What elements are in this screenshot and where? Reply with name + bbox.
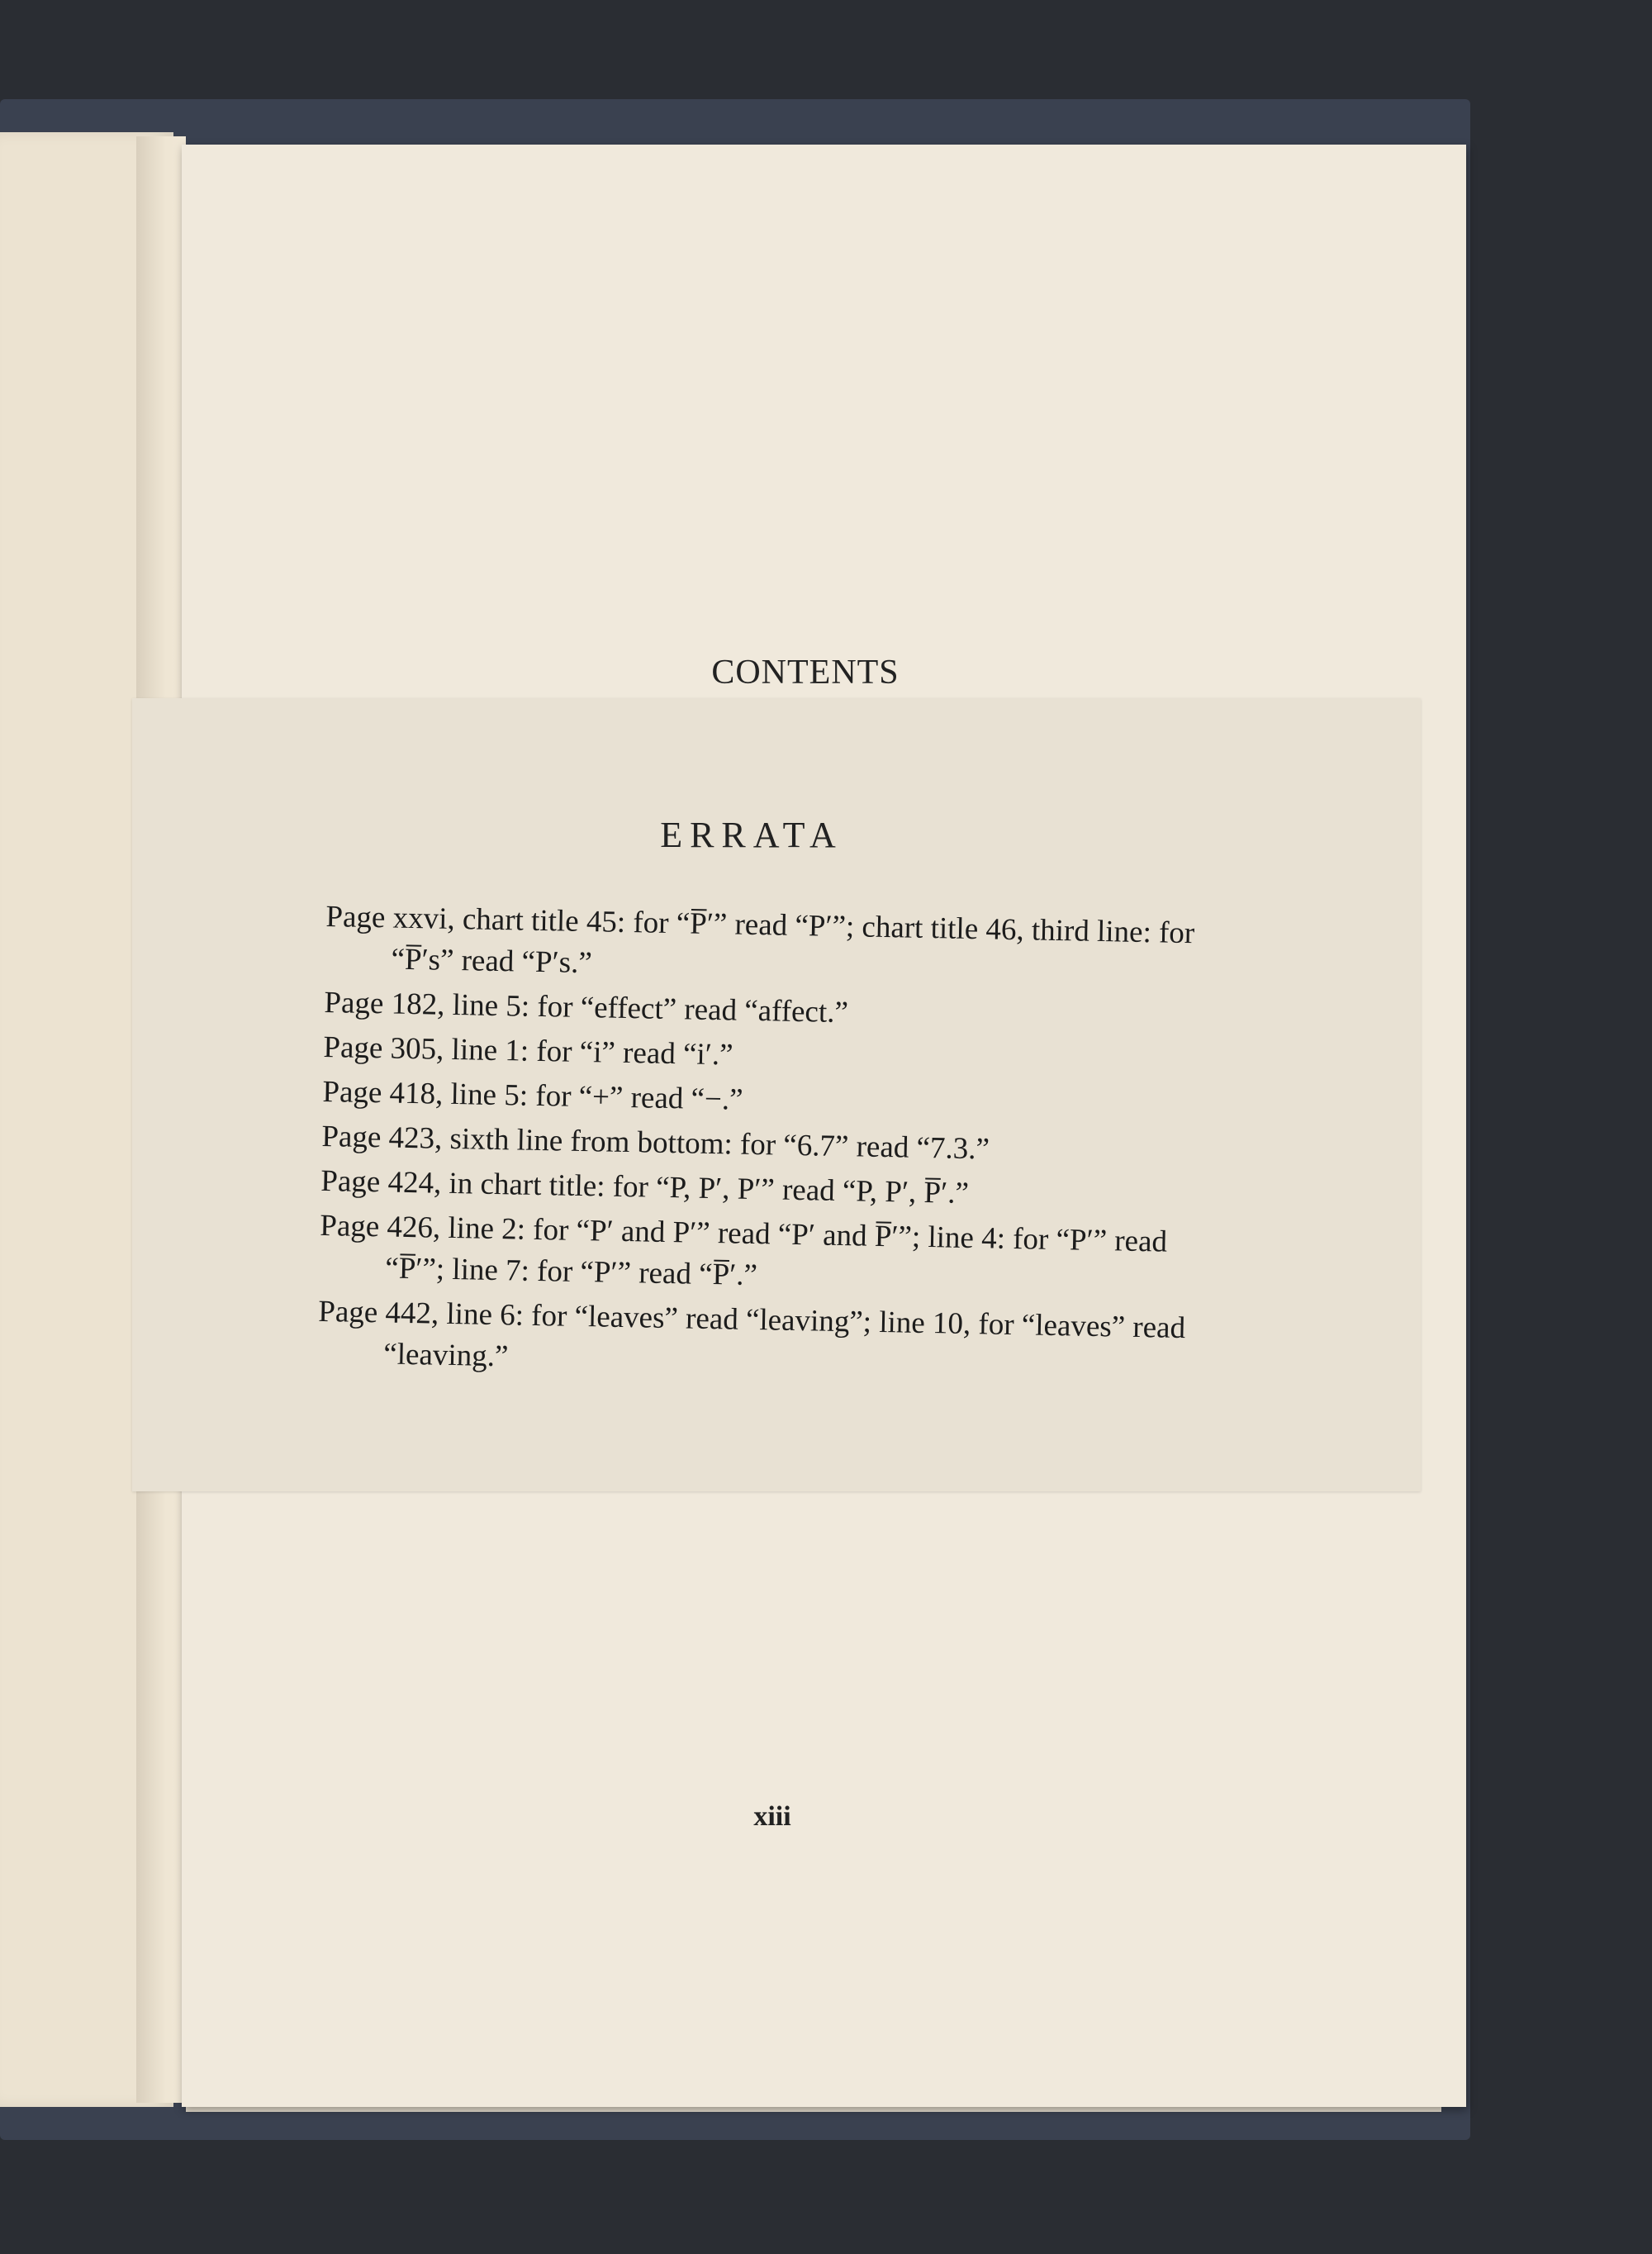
errata-list bbox=[317, 896, 1214, 1395]
page-number: xiii bbox=[753, 1801, 791, 1832]
errata-entry: Page 424, in chart title: for “P, P′, P′” read “P, P′, P̅′.” bbox=[320, 1163, 970, 1210]
errata-entry: Page 182, line 5: for “effect” read “affect.” bbox=[324, 985, 849, 1030]
errata-entry: Page 305, line 1: for “i” read “i′.” bbox=[323, 1030, 733, 1072]
errata-entry: Page 423, sixth line from bottom: for “6.7” read “7.3.” bbox=[321, 1119, 990, 1167]
errata-entry: Page 418, line 5: for “+” read “−.” bbox=[322, 1074, 743, 1117]
errata-entry: Page xxvi, chart title 45: for “P̅′” read “P′”; chart title 46, third line: for “P̅′s” read “P′s.” bbox=[325, 899, 1195, 981]
errata-title: ERRATA bbox=[660, 815, 843, 855]
page-heading: CONTENTS bbox=[711, 654, 900, 692]
errata-entry: Page 426, line 2: for “P′ and P′” read “P′ and P̅′”; line 4: for “P′” read “P̅′”; line 7: for “P′” read “P̅′.” bbox=[319, 1208, 1168, 1293]
errata-entry: Page 442, line 6: for “leaves” read “leaving”; line 10, for “leaves” read “leaving.” bbox=[317, 1294, 1186, 1374]
